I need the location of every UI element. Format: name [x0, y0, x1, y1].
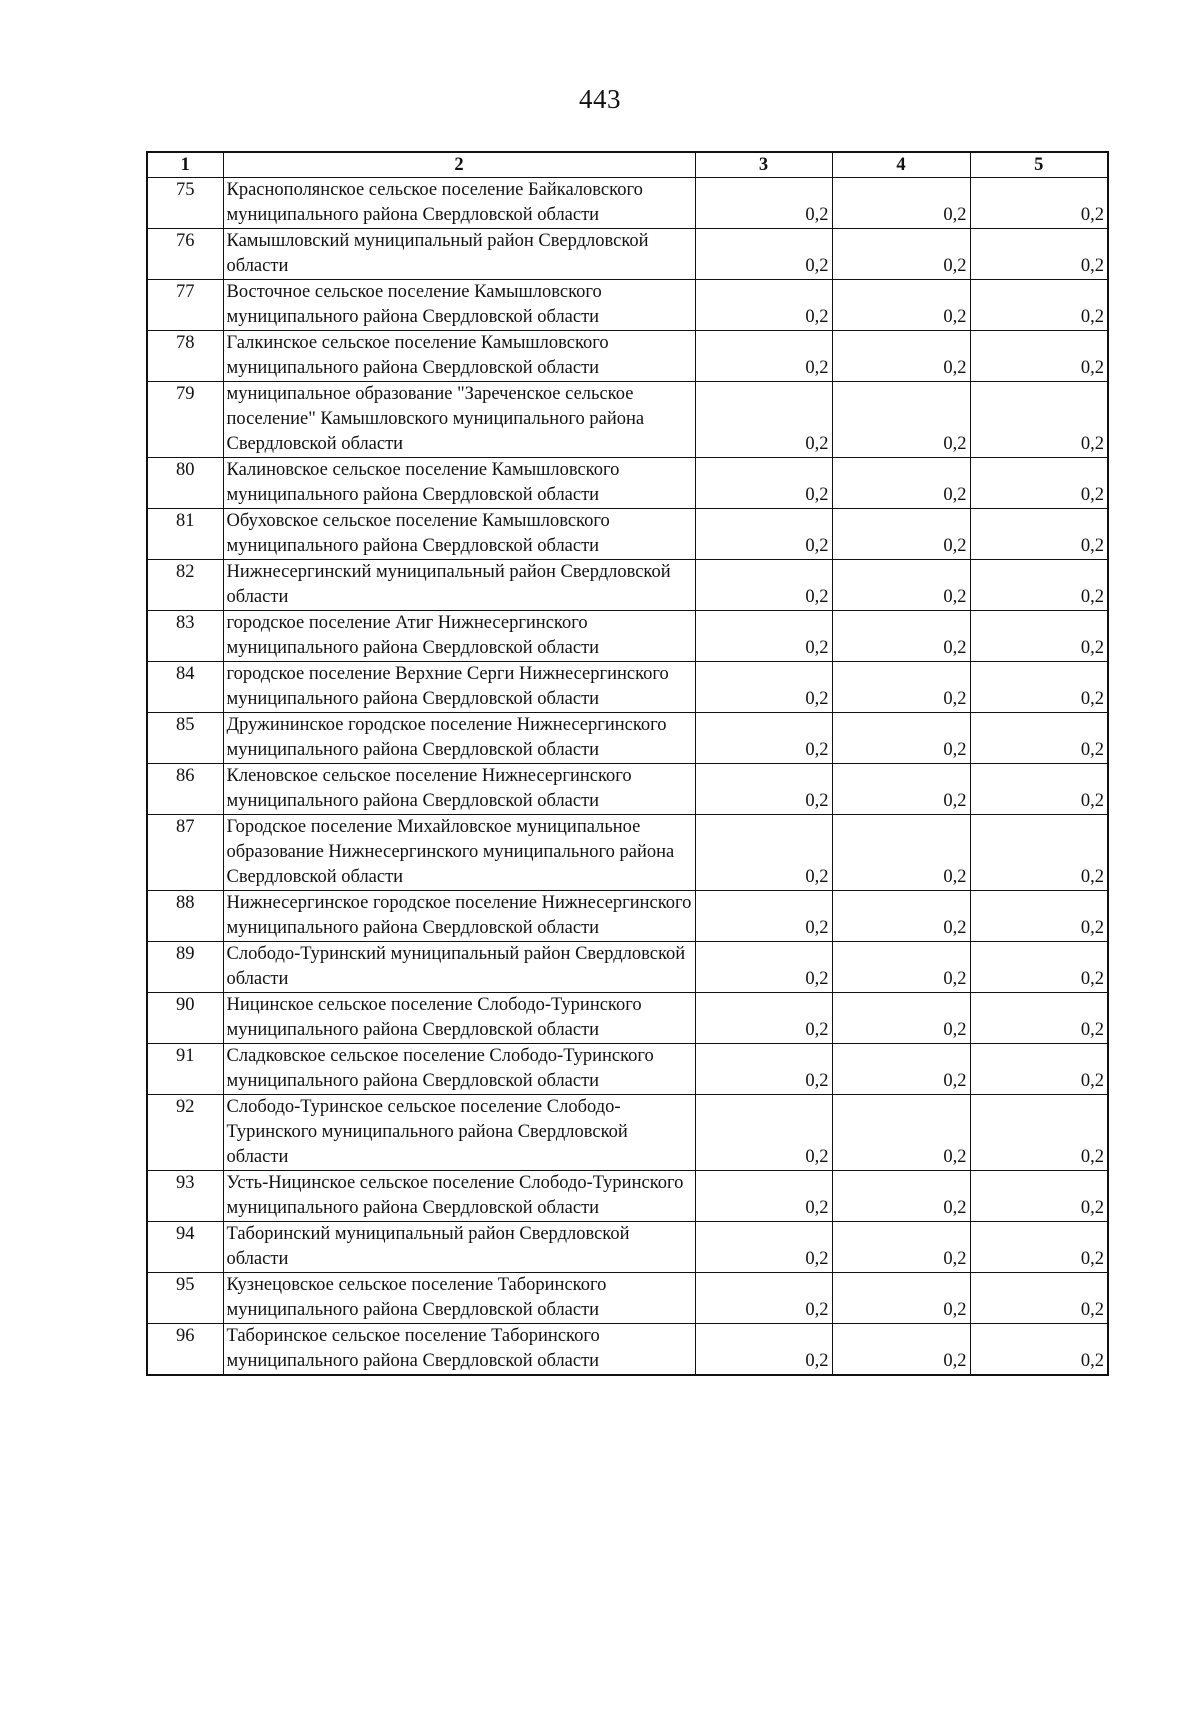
value-col-3: 0,2	[695, 458, 832, 509]
value-col-5: 0,2	[970, 560, 1108, 611]
value-col-5: 0,2	[970, 1171, 1108, 1222]
value-col-4: 0,2	[832, 713, 970, 764]
municipality-name: Сладковское сельское поселение Слободо-Туринского муниципального района Свердловской области	[223, 1044, 695, 1095]
table-row	[147, 1095, 1108, 1171]
column-header: 4	[832, 152, 970, 178]
value-col-3: 0,2	[695, 891, 832, 942]
allocation-table	[146, 151, 1109, 1376]
value-col-3: 0,2	[695, 331, 832, 382]
table-row	[147, 1222, 1108, 1273]
municipality-name: Краснополянское сельское поселение Байкаловского муниципального района Свердловской области	[223, 178, 695, 229]
value-col-4: 0,2	[832, 1273, 970, 1324]
value-col-4: 0,2	[832, 1044, 970, 1095]
page-number: 443	[579, 84, 621, 114]
value-col-3: 0,2	[695, 280, 832, 331]
row-number: 76	[147, 229, 223, 280]
table-row	[147, 229, 1108, 280]
table-row	[147, 662, 1108, 713]
table-row	[147, 993, 1108, 1044]
table-row	[147, 713, 1108, 764]
row-number: 77	[147, 280, 223, 331]
value-col-5: 0,2	[970, 331, 1108, 382]
value-col-4: 0,2	[832, 331, 970, 382]
table-row	[147, 509, 1108, 560]
municipality-name: Кленовское сельское поселение Нижнесергинского муниципального района Свердловской области	[223, 764, 695, 815]
row-number: 89	[147, 942, 223, 993]
row-number: 96	[147, 1324, 223, 1376]
table-row	[147, 1324, 1108, 1376]
value-col-5: 0,2	[970, 229, 1108, 280]
value-col-4: 0,2	[832, 942, 970, 993]
value-col-3: 0,2	[695, 1273, 832, 1324]
municipality-name: муниципальное образование "Зареченское сельское поселение" Камышловского муниципального района Свердловской области	[223, 382, 695, 458]
row-number: 80	[147, 458, 223, 509]
table-row	[147, 178, 1108, 229]
table-header-row	[147, 152, 1108, 178]
value-col-3: 0,2	[695, 1171, 832, 1222]
value-col-5: 0,2	[970, 611, 1108, 662]
municipality-name: городское поселение Верхние Серги Нижнесергинского муниципального района Свердловской области	[223, 662, 695, 713]
value-col-5: 0,2	[970, 509, 1108, 560]
municipality-name: Кузнецовское сельское поселение Таборинского муниципального района Свердловской области	[223, 1273, 695, 1324]
value-col-3: 0,2	[695, 509, 832, 560]
value-col-5: 0,2	[970, 382, 1108, 458]
value-col-5: 0,2	[970, 458, 1108, 509]
municipality-name: Восточное сельское поселение Камышловского муниципального района Свердловской области	[223, 280, 695, 331]
value-col-3: 0,2	[695, 1044, 832, 1095]
table-row	[147, 891, 1108, 942]
municipality-name: Таборинское сельское поселение Таборинского муниципального района Свердловской области	[223, 1324, 695, 1376]
value-col-4: 0,2	[832, 229, 970, 280]
value-col-5: 0,2	[970, 713, 1108, 764]
municipality-name: городское поселение Атиг Нижнесергинского муниципального района Свердловской области	[223, 611, 695, 662]
table-row	[147, 815, 1108, 891]
value-col-5: 0,2	[970, 1273, 1108, 1324]
row-number: 86	[147, 764, 223, 815]
value-col-3: 0,2	[695, 993, 832, 1044]
column-header: 5	[970, 152, 1108, 178]
value-col-3: 0,2	[695, 1324, 832, 1376]
value-col-3: 0,2	[695, 764, 832, 815]
value-col-5: 0,2	[970, 1044, 1108, 1095]
value-col-4: 0,2	[832, 891, 970, 942]
value-col-4: 0,2	[832, 280, 970, 331]
value-col-3: 0,2	[695, 611, 832, 662]
value-col-3: 0,2	[695, 229, 832, 280]
municipality-name: Калиновское сельское поселение Камышловского муниципального района Свердловской области	[223, 458, 695, 509]
value-col-4: 0,2	[832, 458, 970, 509]
value-col-4: 0,2	[832, 1324, 970, 1376]
row-number: 78	[147, 331, 223, 382]
table-row	[147, 1171, 1108, 1222]
municipality-name: Галкинское сельское поселение Камышловского муниципального района Свердловской области	[223, 331, 695, 382]
value-col-5: 0,2	[970, 764, 1108, 815]
row-number: 88	[147, 891, 223, 942]
column-header: 2	[223, 152, 695, 178]
row-number: 93	[147, 1171, 223, 1222]
value-col-4: 0,2	[832, 662, 970, 713]
value-col-5: 0,2	[970, 178, 1108, 229]
table-row	[147, 382, 1108, 458]
value-col-3: 0,2	[695, 713, 832, 764]
municipality-name: Нижнесергинское городское поселение Нижнесергинского муниципального района Свердловской области	[223, 891, 695, 942]
municipality-name: Обуховское сельское поселение Камышловского муниципального района Свердловской области	[223, 509, 695, 560]
value-col-5: 0,2	[970, 891, 1108, 942]
value-col-4: 0,2	[832, 993, 970, 1044]
table-row	[147, 331, 1108, 382]
row-number: 92	[147, 1095, 223, 1171]
value-col-3: 0,2	[695, 178, 832, 229]
value-col-4: 0,2	[832, 1171, 970, 1222]
table-row	[147, 611, 1108, 662]
municipality-name: Слободо-Туринское сельское поселение Слободо-Туринского муниципального района Свердловской области	[223, 1095, 695, 1171]
row-number: 75	[147, 178, 223, 229]
municipality-name: Нижнесергинский муниципальный район Свердловской области	[223, 560, 695, 611]
row-number: 81	[147, 509, 223, 560]
value-col-4: 0,2	[832, 560, 970, 611]
value-col-3: 0,2	[695, 815, 832, 891]
value-col-4: 0,2	[832, 1222, 970, 1273]
row-number: 95	[147, 1273, 223, 1324]
value-col-4: 0,2	[832, 815, 970, 891]
municipality-name: Ницинское сельское поселение Слободо-Туринского муниципального района Свердловской области	[223, 993, 695, 1044]
value-col-4: 0,2	[832, 1095, 970, 1171]
table-row	[147, 1044, 1108, 1095]
municipality-name: Дружининское городское поселение Нижнесергинского муниципального района Свердловской области	[223, 713, 695, 764]
municipality-name: Усть-Ницинское сельское поселение Слободо-Туринского муниципального района Свердловской области	[223, 1171, 695, 1222]
value-col-5: 0,2	[970, 1222, 1108, 1273]
table-row	[147, 280, 1108, 331]
value-col-3: 0,2	[695, 560, 832, 611]
row-number: 90	[147, 993, 223, 1044]
value-col-4: 0,2	[832, 382, 970, 458]
column-header: 3	[695, 152, 832, 178]
value-col-5: 0,2	[970, 993, 1108, 1044]
table-body	[147, 178, 1108, 1376]
municipality-name: Слободо-Туринский муниципальный район Свердловской области	[223, 942, 695, 993]
table-row	[147, 942, 1108, 993]
value-col-5: 0,2	[970, 942, 1108, 993]
value-col-5: 0,2	[970, 815, 1108, 891]
table-row	[147, 458, 1108, 509]
value-col-3: 0,2	[695, 662, 832, 713]
row-number: 85	[147, 713, 223, 764]
municipality-name: Городское поселение Михайловское муниципальное образование Нижнесергинского муниципального района Свердловской области	[223, 815, 695, 891]
value-col-3: 0,2	[695, 382, 832, 458]
municipality-name: Таборинский муниципальный район Свердловской области	[223, 1222, 695, 1273]
table-row	[147, 560, 1108, 611]
table-row	[147, 764, 1108, 815]
row-number: 79	[147, 382, 223, 458]
value-col-4: 0,2	[832, 509, 970, 560]
row-number: 84	[147, 662, 223, 713]
value-col-5: 0,2	[970, 280, 1108, 331]
row-number: 83	[147, 611, 223, 662]
value-col-4: 0,2	[832, 764, 970, 815]
row-number: 82	[147, 560, 223, 611]
value-col-4: 0,2	[832, 611, 970, 662]
municipality-name: Камышловский муниципальный район Свердловской области	[223, 229, 695, 280]
value-col-5: 0,2	[970, 1095, 1108, 1171]
value-col-3: 0,2	[695, 942, 832, 993]
table-row	[147, 1273, 1108, 1324]
value-col-3: 0,2	[695, 1095, 832, 1171]
value-col-5: 0,2	[970, 1324, 1108, 1376]
row-number: 94	[147, 1222, 223, 1273]
value-col-5: 0,2	[970, 662, 1108, 713]
value-col-4: 0,2	[832, 178, 970, 229]
value-col-3: 0,2	[695, 1222, 832, 1273]
row-number: 87	[147, 815, 223, 891]
column-header: 1	[147, 152, 223, 178]
row-number: 91	[147, 1044, 223, 1095]
